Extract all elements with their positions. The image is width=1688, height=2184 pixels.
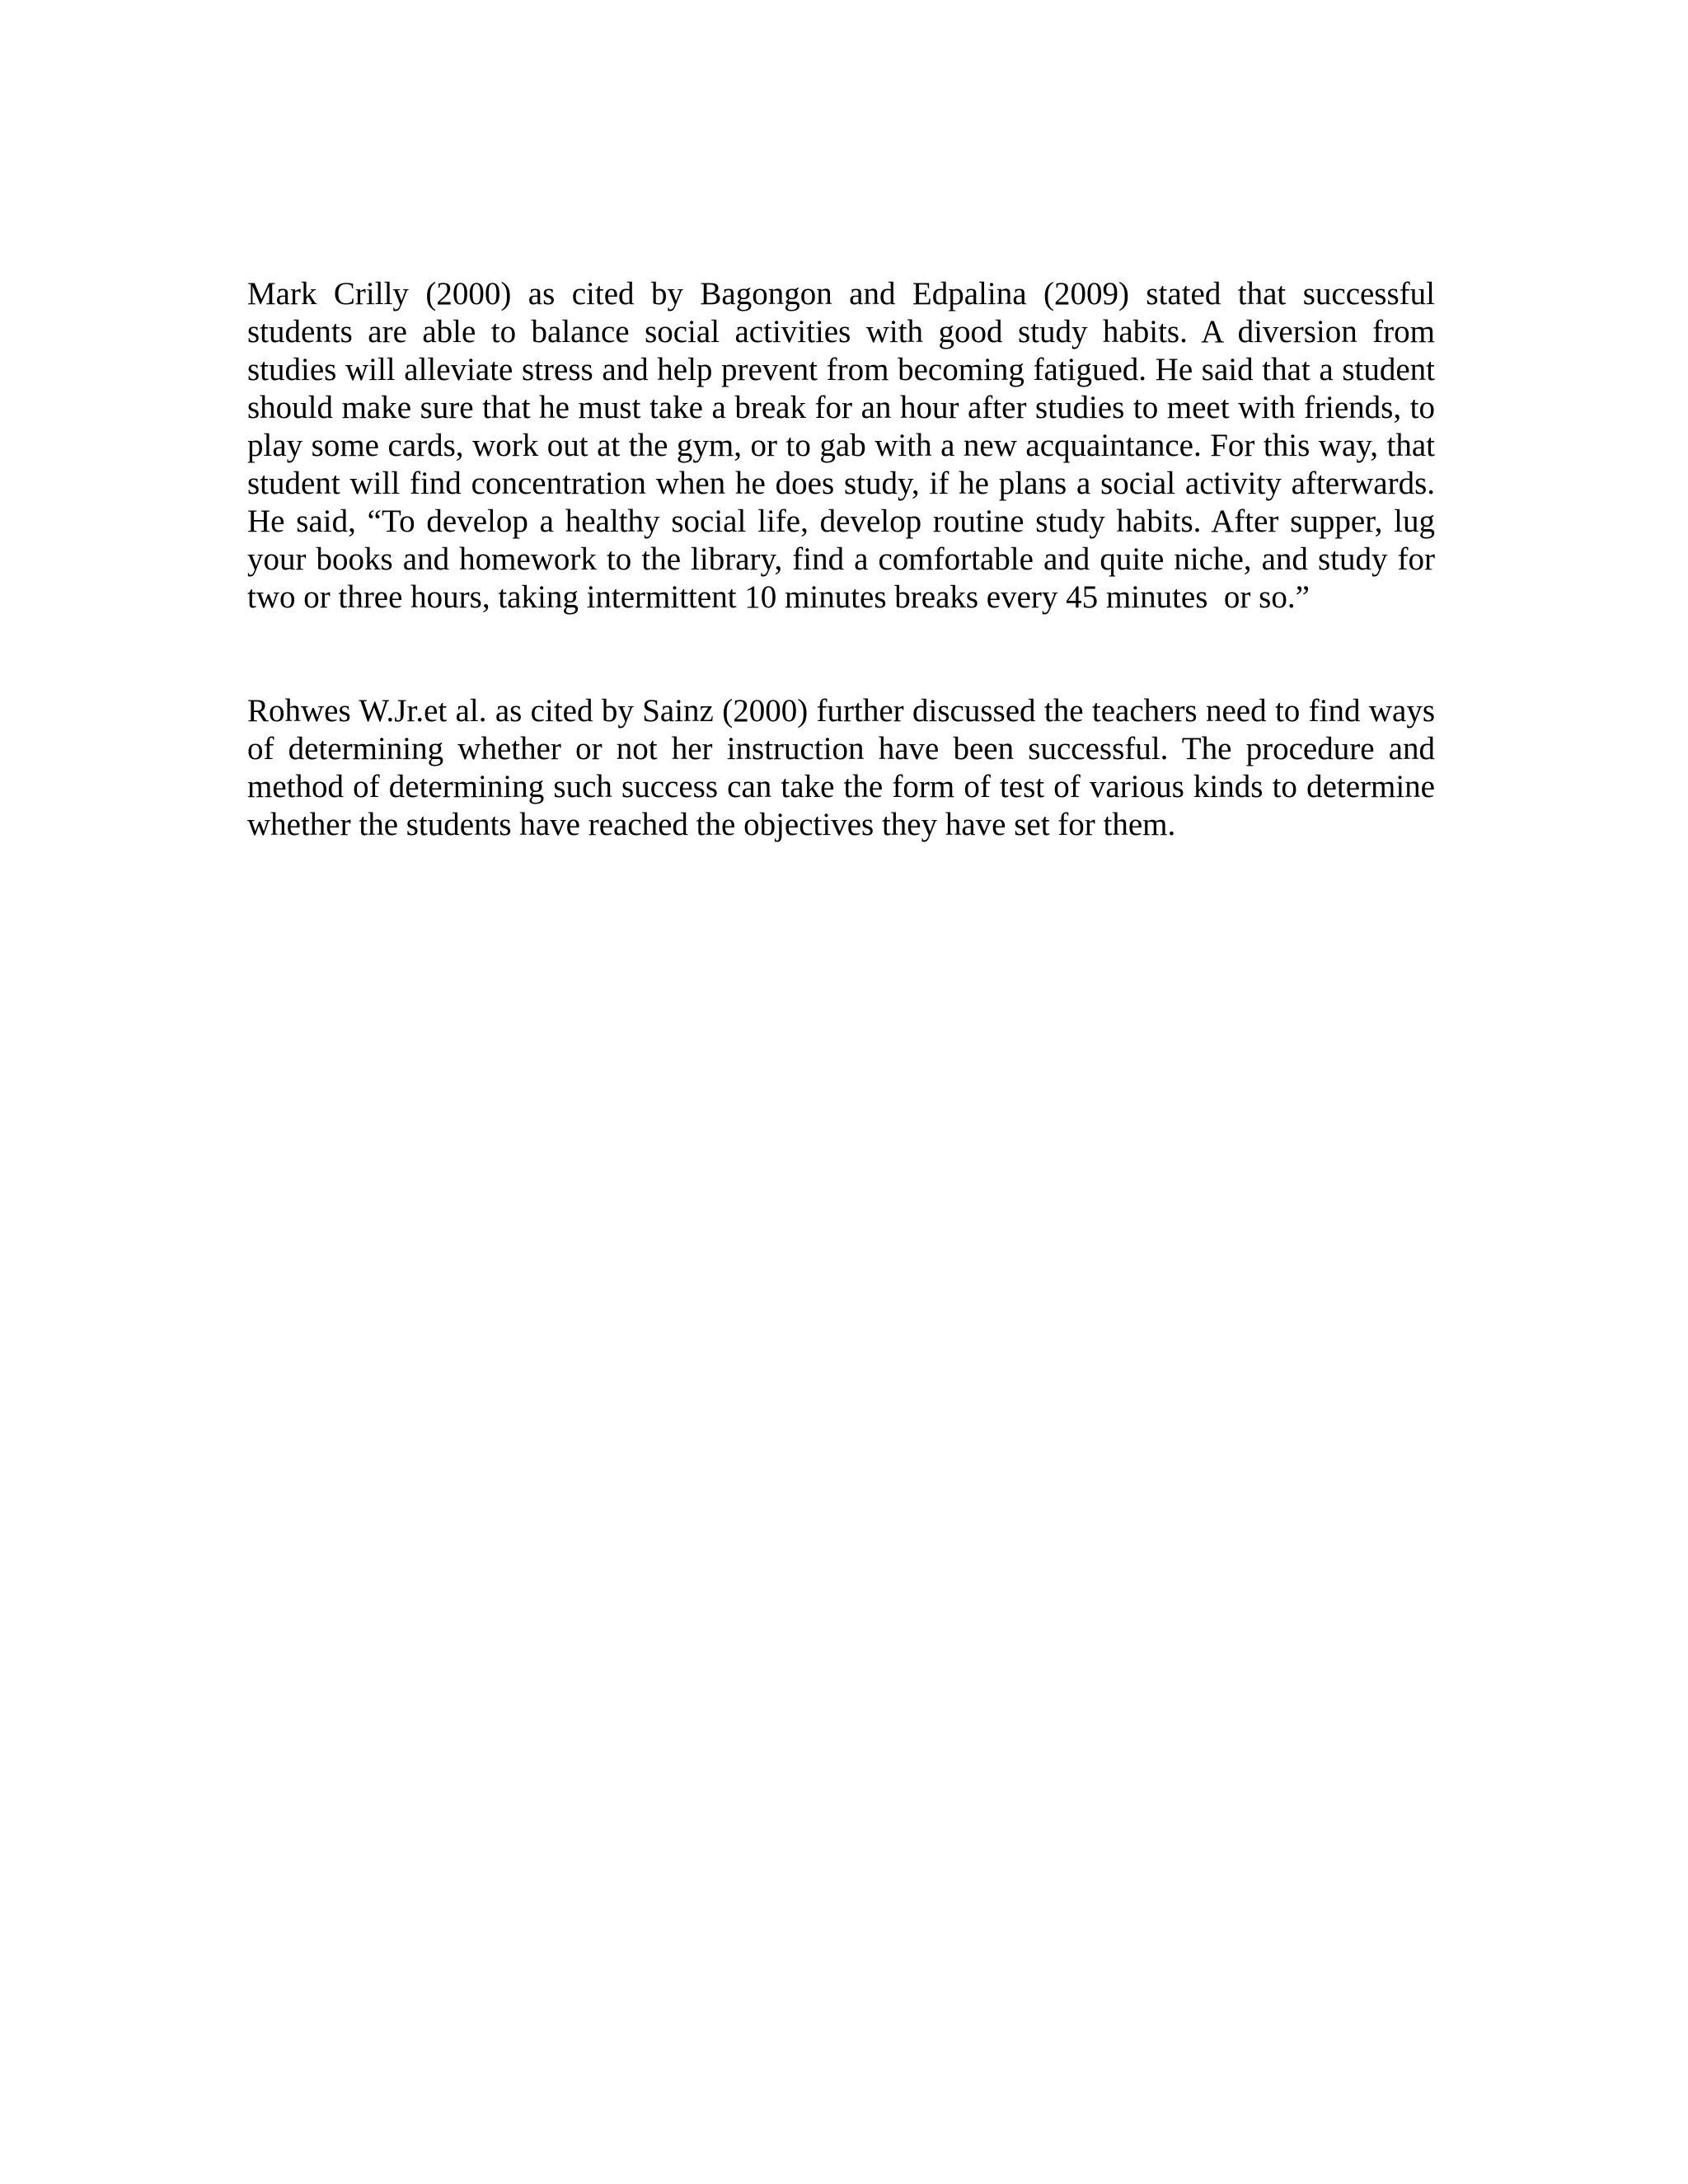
paragraph-text: Mark Crilly (2000) as cited by Bagongon and Edpalina (2009) stated that successful students are able to balance social activities with good study habits. A diversion from studies will alleviate stress and help prevent from becoming fatigued. He said that a student should make sure that he must take a break for an hour after studies to meet with friends, to play some cards, work out at the gym, or to gab with a new acquaintance. For this way, that student will find concentration when he does study, if he plans a social activity afterwards. He said, “To develop a healthy social life, develop routine study habits. After supper, lug your books and homework to the library, find a comfortable and quite niche, and study for two or three hours, taking intermittent 10 minutes breaks every 45 minutes or so.” (247, 276, 1443, 615)
paragraph-rohwes (247, 692, 1443, 844)
paragraph-crilly (247, 275, 1443, 616)
paragraph-text: Rohwes W.Jr.et al. as cited by Sainz (2000) further discussed the teachers need to find ways of determining whether or not her instruction have been successful. The procedure and method of determining such success can take the form of test of various kinds to determine whether the students have reached the objectives they have set for them. (247, 693, 1443, 842)
